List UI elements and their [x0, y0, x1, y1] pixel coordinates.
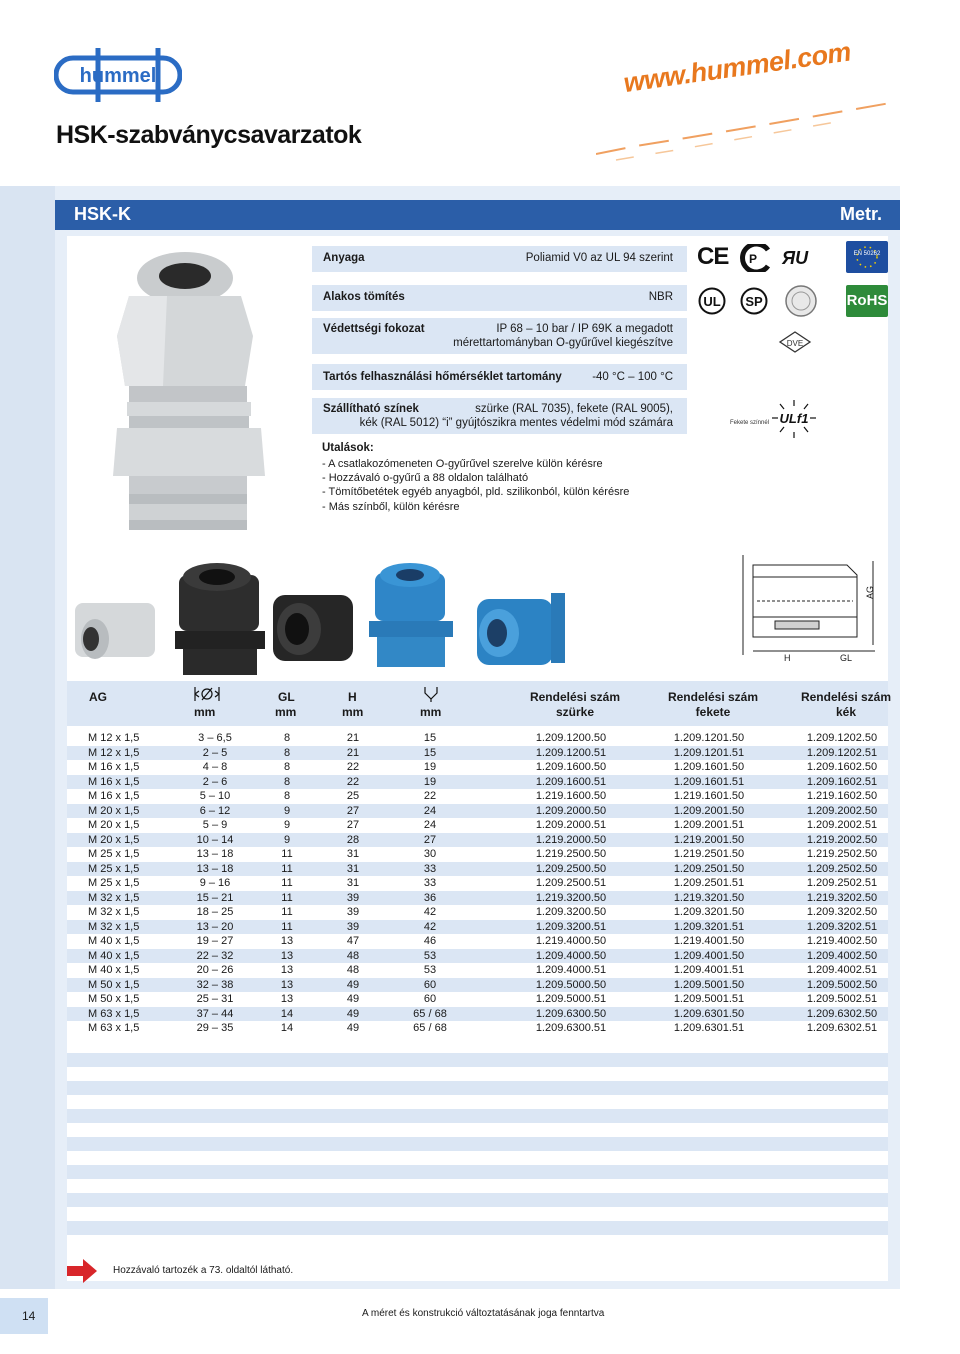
table-row — [67, 833, 888, 848]
cell-gl: 8 — [283, 761, 291, 773]
table-row — [67, 804, 888, 819]
spec-material-value: Poliamid V0 az UL 94 szerint — [525, 252, 673, 264]
svg-text:ULf1: ULf1 — [779, 411, 809, 426]
cell-clamping-range: 2 – 6 — [202, 775, 228, 788]
cell-gl: 8 — [283, 732, 291, 744]
cell-clamping-range: 22 – 32 — [196, 949, 234, 962]
hummel-logo — [54, 46, 182, 104]
cell-order-blue: 1.209.1602.51 — [806, 775, 878, 788]
cell-wrench: 46 — [423, 935, 437, 947]
cell-gl: 11 — [281, 848, 293, 860]
cell-order-grey: 1.209.2500.51 — [535, 877, 607, 889]
cell-h: 25 — [346, 790, 360, 802]
drawing-label-h: H — [784, 653, 791, 663]
cell-gl: 11 — [281, 906, 293, 918]
cell-thread: M 25 x 1,5 — [88, 862, 140, 875]
wrench-size-icon — [422, 685, 440, 703]
ul-listed-icon — [698, 287, 726, 315]
cell-clamping-range: 13 – 18 — [196, 862, 234, 875]
cell-order-blue: 1.209.6302.50 — [806, 1007, 878, 1020]
cell-wrench: 42 — [423, 906, 437, 918]
cell-clamping-range: 32 – 38 — [196, 978, 234, 991]
table-row — [67, 905, 888, 920]
cell-wrench: 30 — [423, 848, 437, 860]
cell-h: 27 — [346, 819, 360, 831]
red-arrow-icon — [67, 1259, 97, 1283]
svg-text:SP: SP — [745, 294, 763, 309]
cell-gl: 13 — [280, 993, 294, 1005]
vde-icon — [778, 330, 812, 354]
cell-clamping-range: 29 – 35 — [196, 1022, 234, 1034]
cell-order-black: 1.209.2501.51 — [673, 877, 745, 889]
cell-clamping-range: 4 – 8 — [202, 761, 228, 773]
cell-wrench: 24 — [423, 804, 437, 817]
cell-gl: 13 — [280, 978, 294, 991]
cell-wrench: 24 — [423, 819, 437, 831]
svg-text:UL: UL — [703, 294, 721, 309]
cell-wrench: 65 / 68 — [413, 1022, 447, 1034]
cell-order-black: 1.219.3201.50 — [673, 891, 745, 904]
cell-order-black: 1.209.1601.51 — [673, 775, 745, 788]
drawing-label-gl: GL — [840, 653, 853, 663]
cell-thread: M 20 x 1,5 — [88, 833, 140, 846]
cell-order-black: 1.209.4001.50 — [673, 949, 745, 962]
cell-h: 39 — [346, 906, 360, 918]
spec-temperature-value: -40 °C – 100 °C — [592, 371, 673, 383]
cell-h: 31 — [346, 877, 360, 889]
left-side-strip — [0, 186, 55, 1289]
ex-eu-flag-icon — [846, 241, 888, 273]
cell-wrench: 42 — [423, 920, 437, 933]
svg-text:P: P — [749, 252, 758, 266]
accessory-note: Hozzávaló tartozék a 73. oldaltól látható. — [113, 1265, 294, 1276]
cell-clamping-range: 2 – 5 — [202, 746, 228, 759]
notes-heading: Utalások: — [322, 442, 374, 454]
cell-clamping-range: 9 – 16 — [199, 877, 231, 889]
spec-colors-row — [312, 398, 687, 434]
cell-clamping-range: 18 – 25 — [196, 906, 234, 918]
spec-temperature-row — [312, 364, 687, 390]
table-row — [67, 789, 888, 804]
cell-wrench: 33 — [423, 862, 437, 875]
cell-wrench: 53 — [423, 964, 437, 976]
spec-protection-value-1: IP 68 – 10 bar / IP 69K a megadott — [496, 323, 673, 335]
cell-order-blue: 1.209.4002.50 — [806, 949, 878, 962]
cell-order-blue: 1.209.3202.50 — [806, 906, 878, 918]
note-item: - A csatlakozómeneten O-gyűrűvel szerelve külön kérésre — [322, 458, 603, 470]
cell-order-grey: 1.209.5000.51 — [535, 993, 607, 1005]
cell-wrench: 15 — [423, 746, 437, 759]
col-order-grey-color: szürke — [555, 705, 595, 719]
cell-clamping-range: 25 – 31 — [196, 993, 234, 1005]
empty-row — [67, 1193, 888, 1207]
cell-order-black: 1.209.2001.51 — [673, 819, 745, 831]
table-row — [67, 978, 888, 993]
cell-h: 48 — [346, 949, 360, 962]
cell-order-black: 1.209.1201.51 — [673, 746, 745, 759]
cell-order-black: 1.209.4001.51 — [673, 964, 745, 976]
cell-gl: 14 — [280, 1022, 294, 1034]
website-link[interactable]: www.hummel.com — [621, 36, 853, 99]
cell-gl: 13 — [280, 964, 294, 976]
cell-wrench: 60 — [423, 978, 437, 991]
table-header — [67, 681, 892, 726]
cell-order-black: 1.209.2001.50 — [673, 804, 745, 817]
table-row — [67, 992, 888, 1007]
cell-gl: 8 — [283, 746, 291, 759]
cell-order-black: 1.209.6301.50 — [673, 1007, 745, 1020]
cell-thread: M 63 x 1,5 — [88, 1022, 140, 1034]
cell-h: 22 — [346, 761, 360, 773]
clamping-diameter-icon — [193, 685, 221, 703]
empty-row — [67, 1165, 888, 1179]
cell-wrench: 33 — [423, 877, 437, 889]
orange-swoosh-graphic — [596, 102, 896, 162]
col-order-black: Rendelési szám — [667, 690, 759, 704]
cell-order-black: 1.219.4001.50 — [673, 935, 745, 947]
cell-order-grey: 1.209.1200.51 — [535, 746, 607, 759]
note-item: - Tömítőbetétek egyéb anyagból, pld. szilikonból, külön kérésre — [322, 486, 630, 499]
cell-order-blue: 1.209.4002.51 — [806, 964, 878, 976]
spec-seal-label: Alakos tömítés — [323, 291, 405, 303]
cell-order-black: 1.219.2501.50 — [673, 848, 745, 860]
cell-wrench: 19 — [423, 761, 437, 773]
cell-h: 22 — [346, 775, 360, 788]
spec-material-label: Anyaga — [323, 252, 365, 264]
cell-order-grey: 1.209.5000.50 — [535, 978, 607, 991]
ulf1-flame-icon — [770, 398, 818, 440]
cell-order-blue: 1.209.2502.50 — [806, 862, 878, 875]
cell-order-grey: 1.219.1600.50 — [535, 790, 607, 802]
empty-row — [67, 1137, 888, 1151]
cell-order-grey: 1.219.2000.50 — [535, 833, 607, 846]
cell-h: 21 — [346, 746, 360, 759]
cell-h: 49 — [346, 1007, 360, 1020]
cell-clamping-range: 3 – 6,5 — [198, 732, 232, 744]
cell-order-blue: 1.219.2502.50 — [806, 848, 878, 860]
table-row — [67, 891, 888, 906]
blue-gland — [369, 563, 453, 667]
cell-order-black: 1.209.1601.50 — [673, 761, 745, 773]
cell-clamping-range: 37 – 44 — [196, 1007, 234, 1020]
cell-h: 49 — [346, 978, 360, 991]
cell-order-black: 1.209.3201.51 — [673, 920, 745, 933]
cell-order-blue: 1.219.3202.50 — [806, 891, 878, 904]
cell-gl: 11 — [281, 920, 293, 933]
col-order-blue: Rendelési szám — [800, 690, 892, 704]
cell-thread: M 12 x 1,5 — [88, 732, 140, 744]
cell-gl: 13 — [280, 949, 294, 962]
note-item: - Hozzávaló o-gyűrű a 88 oldalon található — [322, 472, 529, 485]
cell-order-blue: 1.209.6302.51 — [806, 1022, 878, 1034]
table-row — [67, 920, 888, 935]
cell-order-black: 1.209.2501.50 — [673, 862, 745, 875]
cell-h: 48 — [346, 964, 360, 976]
page-header — [0, 0, 960, 185]
col-ag: AG — [89, 690, 107, 704]
cell-order-black: 1.209.3201.50 — [673, 906, 745, 918]
band-thread-type: Metr. — [840, 204, 883, 224]
cell-order-blue: 1.219.2002.50 — [806, 833, 878, 846]
spec-protection-value-2: mérettartományban O-gyűrűvel kiegészítve — [453, 337, 673, 349]
cell-clamping-range: 13 – 18 — [196, 848, 234, 860]
rohs-badge: RoHS — [846, 285, 888, 317]
empty-row — [67, 1109, 888, 1123]
col-order-black-color: fekete — [695, 705, 731, 719]
table-row — [67, 1021, 888, 1036]
cell-h: 27 — [346, 804, 360, 817]
spec-colors-label: Szállítható színek — [323, 403, 419, 415]
cell-order-blue: 1.209.1602.50 — [806, 761, 878, 773]
blue-gland-angled — [477, 593, 565, 665]
cell-order-grey: 1.209.6300.51 — [535, 1022, 607, 1034]
table-row — [67, 847, 888, 862]
cell-order-black: 1.209.5001.51 — [673, 993, 745, 1005]
page-title: HSK-szabványcsavarzatok — [56, 121, 362, 149]
cell-thread: M 20 x 1,5 — [88, 804, 140, 817]
col-gl-unit: mm — [275, 705, 297, 719]
cell-gl: 11 — [281, 877, 293, 889]
col-order-grey: Rendelési szám — [529, 690, 621, 704]
csa-icon — [740, 287, 768, 315]
cell-gl: 8 — [283, 775, 291, 788]
technical-drawing — [743, 555, 875, 655]
cell-order-blue: 1.209.5002.51 — [806, 993, 878, 1005]
cell-order-blue: 1.209.1202.50 — [806, 732, 878, 744]
cell-thread: M 32 x 1,5 — [88, 920, 140, 933]
cell-thread: M 16 x 1,5 — [88, 761, 140, 773]
cell-wrench: 19 — [423, 775, 437, 788]
col-h-unit: mm — [342, 705, 364, 719]
col-gl: GL — [278, 690, 295, 704]
spec-protection-row — [312, 318, 687, 354]
cell-gl: 9 — [283, 833, 291, 846]
cell-wrench: 65 / 68 — [413, 1007, 447, 1020]
cell-order-blue: 1.209.2002.50 — [806, 804, 878, 817]
cell-order-grey: 1.209.3200.51 — [535, 920, 607, 933]
grey-small-gland — [75, 603, 155, 659]
cell-gl: 9 — [283, 819, 291, 831]
cell-order-grey: 1.209.2000.51 — [535, 819, 607, 831]
cell-order-blue: 1.219.1602.50 — [806, 790, 878, 802]
ce-mark-icon: CE — [697, 243, 729, 270]
cell-gl: 9 — [283, 804, 291, 817]
seal-emblem-icon — [784, 284, 818, 318]
col-wrench-unit: mm — [420, 705, 442, 719]
cell-order-blue: 1.209.3202.51 — [806, 920, 878, 933]
cell-h: 49 — [346, 1022, 360, 1034]
cell-thread: M 20 x 1,5 — [88, 819, 140, 831]
cell-thread: M 25 x 1,5 — [88, 877, 140, 889]
cell-h: 39 — [346, 891, 360, 904]
cell-order-grey: 1.209.3200.50 — [535, 906, 607, 918]
logo-text: hummel — [79, 65, 157, 87]
cell-thread: M 63 x 1,5 — [88, 1007, 140, 1020]
cell-wrench: 15 — [423, 732, 437, 744]
cell-order-grey: 1.219.2500.50 — [535, 848, 607, 860]
cell-h: 39 — [346, 920, 360, 933]
cell-order-grey: 1.209.2000.50 — [535, 804, 607, 817]
cell-order-black: 1.219.2001.50 — [673, 833, 745, 846]
cell-thread: M 40 x 1,5 — [88, 949, 140, 962]
spec-seal-value: NBR — [648, 291, 673, 303]
empty-row — [67, 1221, 888, 1235]
cell-gl: 13 — [280, 935, 294, 947]
cell-h: 47 — [346, 935, 360, 947]
empty-row — [67, 1053, 888, 1067]
cell-clamping-range: 5 – 9 — [202, 819, 228, 831]
cell-gl: 8 — [283, 790, 291, 802]
cell-clamping-range: 15 – 21 — [196, 891, 234, 904]
section-band — [55, 200, 900, 230]
cell-clamping-range: 5 – 10 — [199, 790, 231, 802]
page-number: 14 — [22, 1309, 36, 1323]
spec-seal-row — [312, 285, 687, 311]
cell-gl: 11 — [281, 891, 293, 904]
cell-wrench: 27 — [423, 833, 437, 846]
cell-order-grey: 1.209.4000.51 — [535, 964, 607, 976]
cell-wrench: 36 — [423, 891, 437, 904]
cell-thread: M 32 x 1,5 — [88, 891, 140, 904]
table-row — [67, 731, 888, 746]
cell-h: 28 — [346, 833, 360, 846]
table-row — [67, 775, 888, 790]
cell-order-blue: 1.209.1202.51 — [806, 746, 878, 759]
band-product-code: HSK-K — [74, 204, 131, 224]
cell-clamping-range: 10 – 14 — [196, 833, 234, 846]
cell-order-grey: 1.219.3200.50 — [535, 891, 607, 904]
cell-gl: 11 — [281, 862, 293, 875]
table-row — [67, 760, 888, 775]
table-row — [67, 963, 888, 978]
ex-label: EN 50262 — [853, 251, 881, 257]
black-gland-angled — [273, 595, 353, 661]
cell-thread: M 12 x 1,5 — [88, 746, 140, 759]
cell-thread: M 40 x 1,5 — [88, 964, 140, 976]
cell-wrench: 60 — [423, 993, 437, 1005]
spec-colors-value-1: szürke (RAL 7035), fekete (RAL 9005), — [475, 403, 673, 415]
product-photo-grey-gland — [67, 236, 292, 548]
cell-order-grey: 1.209.1600.50 — [535, 761, 607, 773]
spec-temperature-label: Tartós felhasználási hőmérséklet tartomány — [323, 371, 562, 383]
table-row — [67, 934, 888, 949]
cell-h: 49 — [346, 993, 360, 1005]
gost-pct-icon — [740, 244, 772, 272]
cell-order-grey: 1.209.1600.51 — [535, 775, 607, 788]
footer-disclaimer: A méret és konstrukció változtatásának joga fenntartva — [362, 1308, 605, 1319]
cell-order-grey: 1.209.4000.50 — [535, 949, 607, 962]
cell-order-black: 1.219.1601.50 — [673, 790, 745, 802]
cell-order-blue: 1.209.2002.51 — [806, 819, 878, 831]
table-row — [67, 862, 888, 877]
col-diameter-unit: mm — [194, 705, 216, 719]
cell-thread: M 50 x 1,5 — [88, 978, 140, 991]
cell-thread: M 25 x 1,5 — [88, 848, 140, 860]
col-h: H — [348, 690, 357, 704]
cell-thread: M 16 x 1,5 — [88, 775, 140, 788]
notes-list — [322, 457, 629, 514]
svg-text:DVE: DVE — [786, 339, 804, 348]
cell-order-grey: 1.209.6300.50 — [535, 1007, 607, 1020]
drawing-label-ag: AG — [865, 585, 875, 599]
cell-order-grey: 1.209.2500.50 — [535, 862, 607, 875]
cell-order-blue: 1.219.4002.50 — [806, 935, 878, 947]
cell-order-blue: 1.209.5002.50 — [806, 978, 878, 991]
cell-clamping-range: 13 – 20 — [196, 920, 234, 933]
cell-h: 21 — [346, 732, 360, 744]
cell-h: 31 — [346, 862, 360, 875]
note-item: - Más színből, külön kérésre — [322, 500, 460, 513]
cell-thread: M 40 x 1,5 — [88, 935, 140, 947]
table-row — [67, 1007, 888, 1022]
cell-clamping-range: 19 – 27 — [196, 935, 234, 947]
cell-clamping-range: 20 – 26 — [196, 964, 234, 976]
col-order-blue-color: kék — [835, 705, 857, 719]
cell-thread: M 16 x 1,5 — [88, 790, 140, 802]
spec-material-row — [312, 246, 687, 272]
cell-thread: M 50 x 1,5 — [88, 993, 140, 1005]
ulf1-note: Fekete színnél — [730, 420, 770, 426]
cell-thread: M 32 x 1,5 — [88, 906, 140, 918]
spec-protection-label: Védettségi fokozat — [323, 323, 425, 335]
cell-gl: 14 — [280, 1007, 294, 1020]
cell-order-black: 1.209.5001.50 — [673, 978, 745, 991]
cell-order-blue: 1.209.2502.51 — [806, 877, 878, 889]
svg-text:ЯU: ЯU — [782, 248, 809, 268]
cell-h: 31 — [346, 848, 360, 860]
cell-order-grey: 1.219.4000.50 — [535, 935, 607, 947]
ul-recognized-icon — [780, 246, 814, 270]
spec-colors-value-2: kék (RAL 5012) “i” gyújtószikra mentes védelmi mód számára — [359, 417, 673, 429]
table-row — [67, 746, 888, 761]
cell-order-grey: 1.209.1200.50 — [535, 732, 607, 744]
table-row — [67, 818, 888, 833]
product-variants-photo — [67, 555, 888, 685]
cell-order-black: 1.209.1201.50 — [673, 732, 745, 744]
cell-wrench: 53 — [423, 949, 437, 962]
empty-row — [67, 1081, 888, 1095]
black-gland — [175, 563, 265, 675]
table-row — [67, 949, 888, 964]
cell-wrench: 22 — [423, 790, 437, 802]
table-row — [67, 876, 888, 891]
cell-order-black: 1.209.6301.51 — [673, 1022, 745, 1034]
order-table-body — [67, 731, 888, 1036]
cell-clamping-range: 6 – 12 — [199, 804, 231, 817]
